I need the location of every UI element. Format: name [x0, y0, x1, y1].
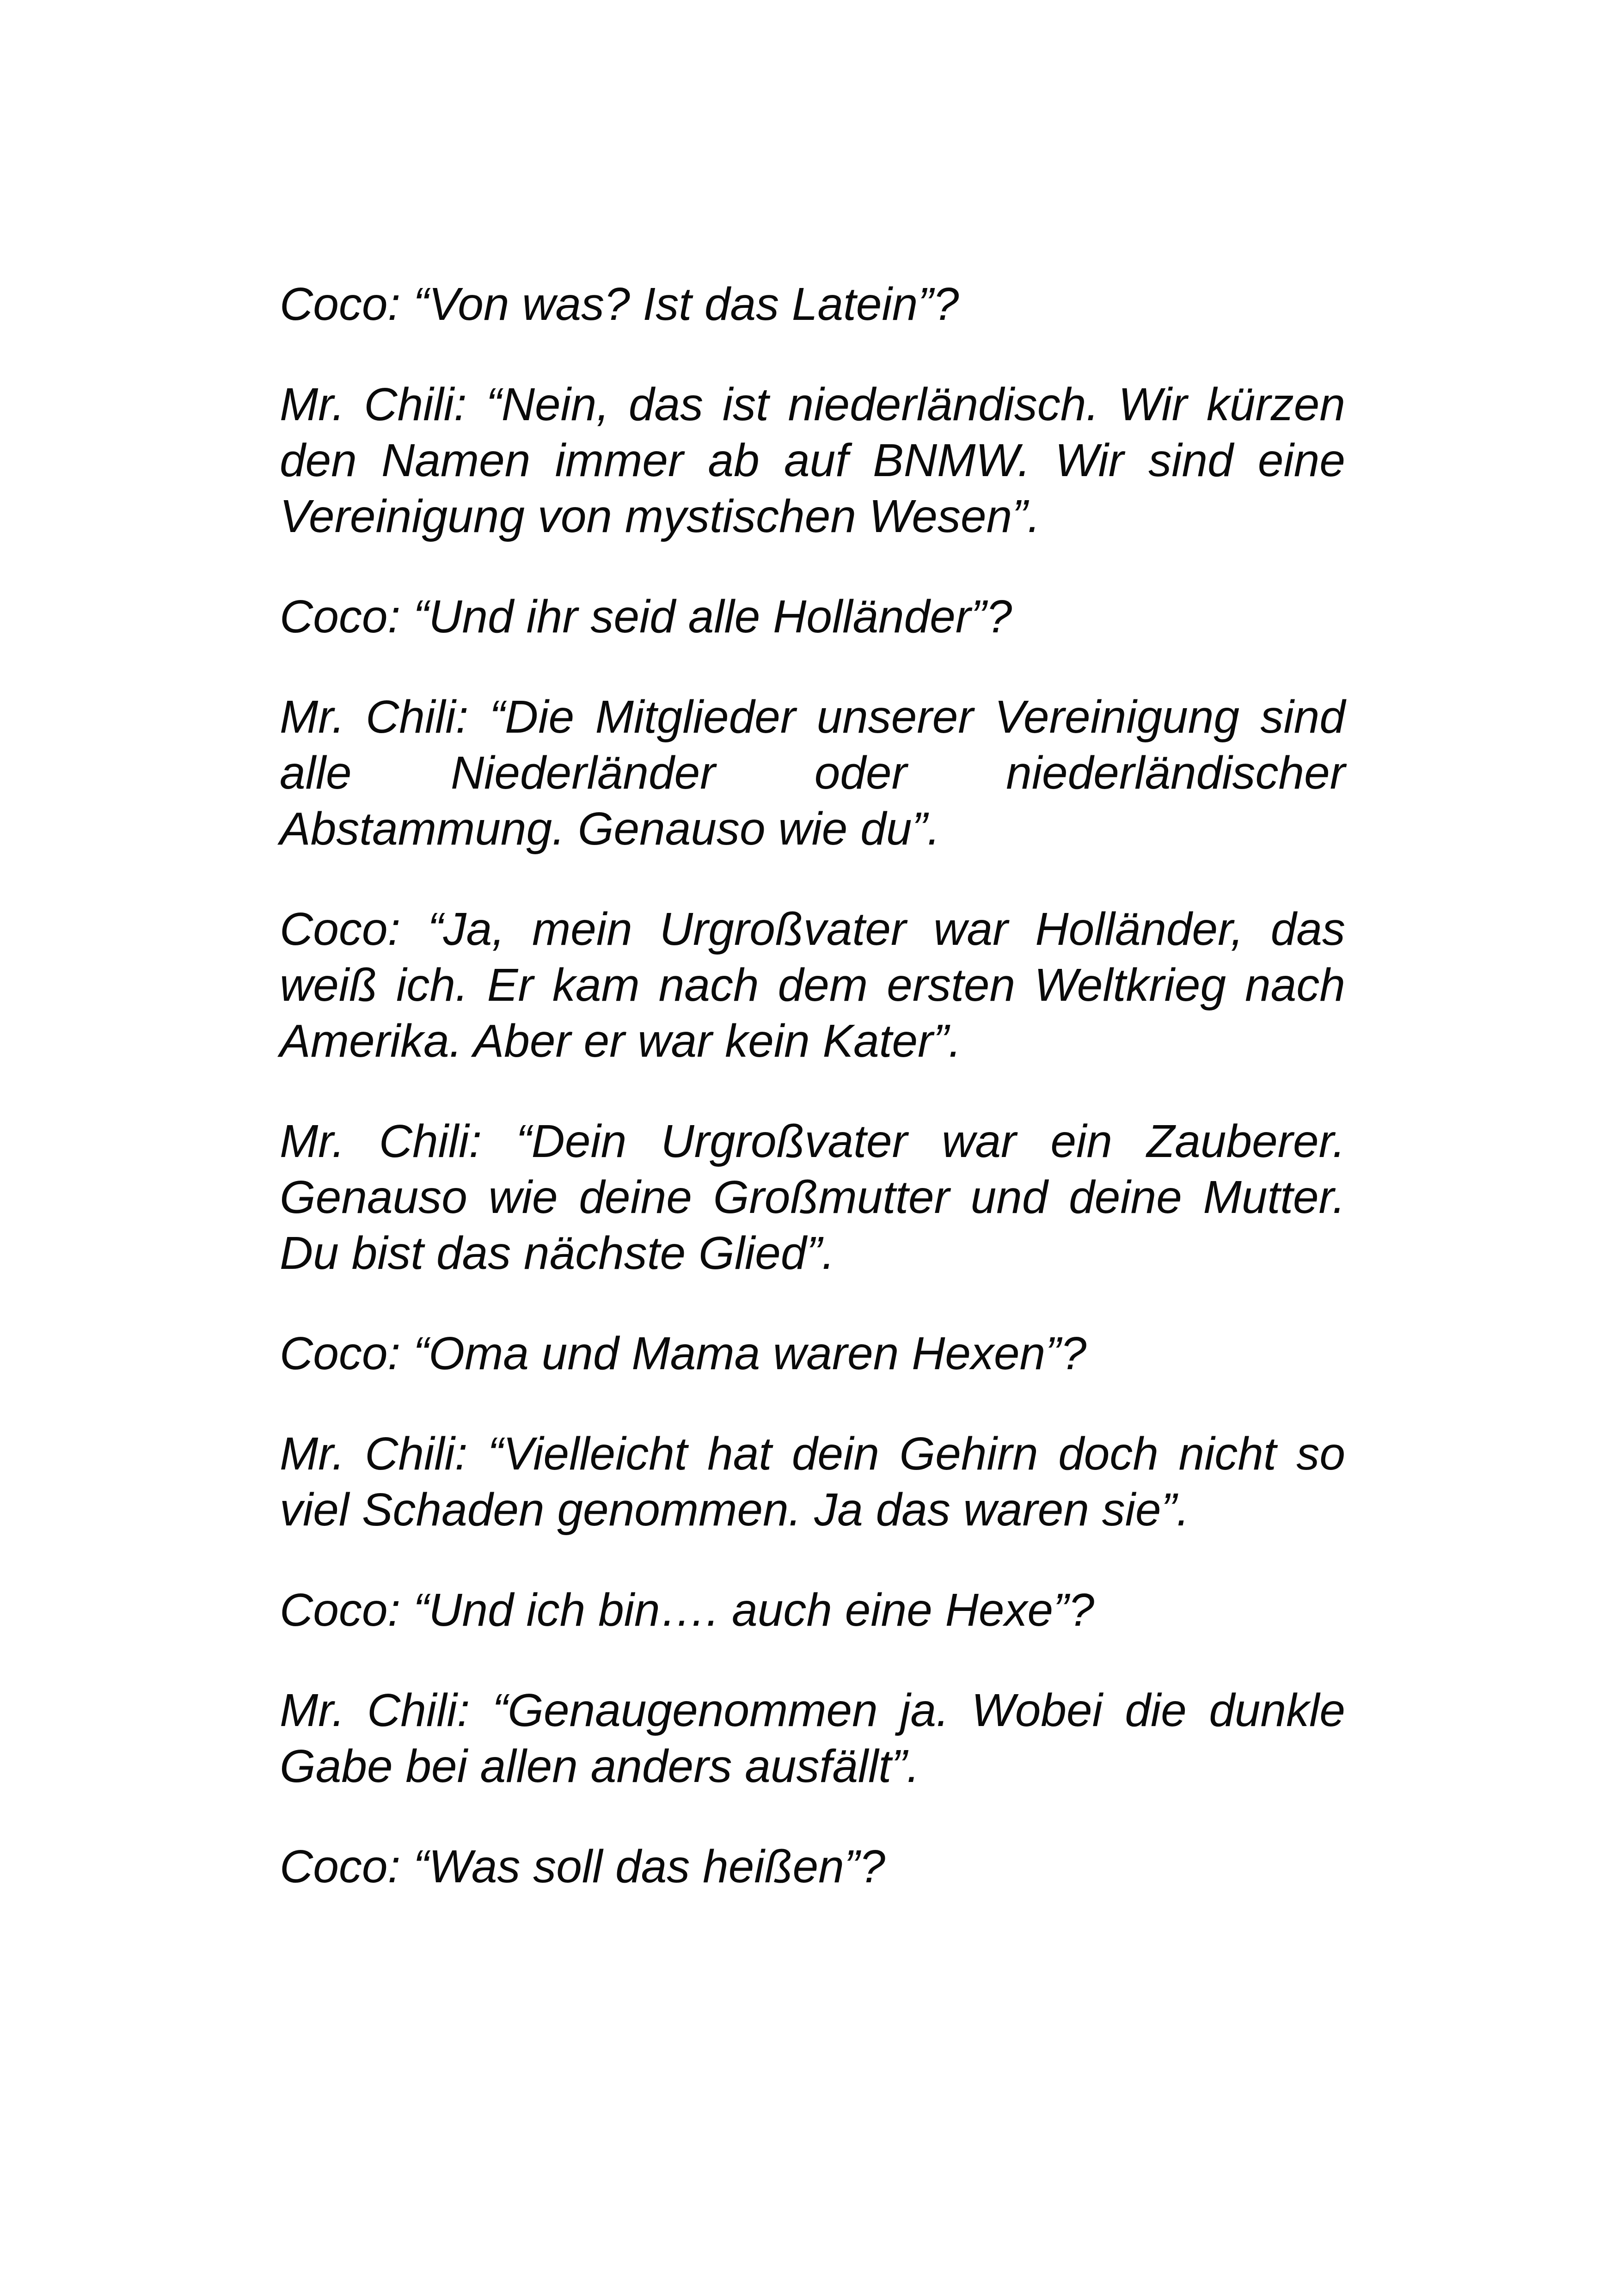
dialogue-paragraph: Coco: “Von was? Ist das Latein”? — [280, 278, 959, 330]
dialogue-paragraph: Coco: “Oma und Mama waren Hexen”? — [280, 1328, 1087, 1379]
dialogue-paragraph: Mr. Chili: “Genaugenommen ja. Wobei die dunkle Gabe bei allen anders ausfällt”. — [280, 1684, 1345, 1792]
page-body — [280, 276, 1345, 1939]
dialogue-paragraph: Coco: “Und ich bin…. auch eine Hexe”? — [280, 1584, 1095, 1636]
dialogue-paragraph: Mr. Chili: “Dein Urgroßvater war ein Zauberer. Genauso wie deine Großmutter und deine Mutter. Du bist das nächste Glied”. — [280, 1115, 1345, 1279]
dialogue-paragraph: Coco: “Was soll das heißen”? — [280, 1841, 885, 1892]
dialogue-paragraph: Mr. Chili: “Vielleicht hat dein Gehirn doch nicht so viel Schaden genommen. Ja das waren sie”. — [280, 1428, 1345, 1536]
dialogue-paragraph: Coco: “Und ihr seid alle Holländer”? — [280, 591, 1012, 643]
dialogue-paragraph: Coco: “Ja, mein Urgroßvater war Holländer, das weiß ich. Er kam nach dem ersten Weltkrieg nach Amerika. Aber er war kein Kater”. — [280, 903, 1345, 1067]
dialogue-paragraph: Mr. Chili: “Die Mitglieder unserer Vereinigung sind alle Niederländer oder niederländischer Abstammung. Genauso wie du”. — [280, 691, 1345, 855]
dialogue-paragraph: Mr. Chili: “Nein, das ist niederländisch. Wir kürzen den Namen immer ab auf BNMW. Wir sind eine Vereinigung von mystischen Wesen”. — [280, 379, 1345, 542]
